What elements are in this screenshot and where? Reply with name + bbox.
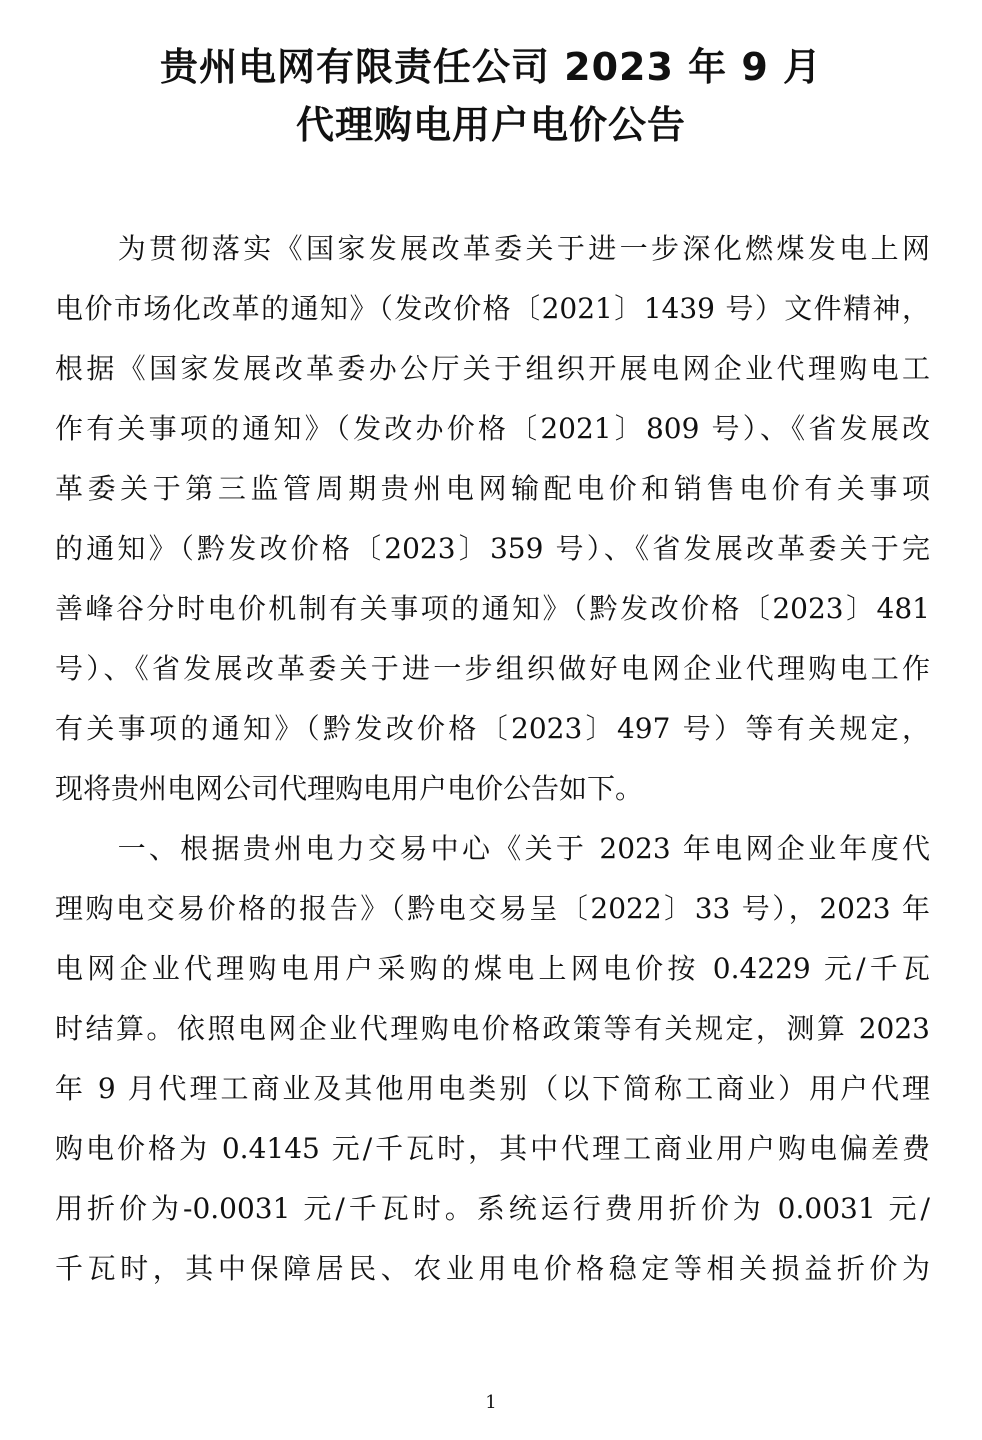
body-line: 革委关于第三监管周期贵州电网输配电价和销售电价有关事项 [55,472,930,505]
document-title-line-1: 贵州电网有限责任公司 2023 年 9 月 [159,45,823,89]
body-line: 号）、《省发展改革委关于进一步组织做好电网企业代理购电工作 [55,652,930,685]
body-line: 的通知》（黔发改价格〔2023〕359 号）、《省发展改革委关于完 [55,532,930,565]
body-line: 善峰谷分时电价机制有关事项的通知》（黔发改价格〔2023〕481 [55,592,930,625]
body-line: 电价市场化改革的通知》（发改价格〔2021〕1439 号）文件精神， [55,292,930,325]
body-line: 时结算。依照电网企业代理购电价格政策等有关规定，测算 2023 [55,1012,930,1045]
body-line: 作有关事项的通知》（发改办价格〔2021〕809 号）、《省发展改 [55,412,930,445]
body-line: 根据《国家发展改革委办公厅关于组织开展电网企业代理购电工 [55,352,930,385]
body-line: 千瓦时，其中保障居民、农业用电价格稳定等相关损益折价为 [55,1252,930,1285]
body-line: 有关事项的通知》（黔发改价格〔2023〕497 号）等有关规定， [55,712,930,745]
body-line: 购电价格为 0.4145 元/千瓦时，其中代理工商业用户购电偏差费 [55,1132,930,1165]
body-line: 现将贵州电网公司代理购电用户电价公告如下。 [55,772,644,805]
body-line: 电网企业代理购电用户采购的煤电上网电价按 0.4229 元/千瓦 [55,952,930,985]
body-line: 年 9 月代理工商业及其他用电类别（以下简称工商业）用户代理 [55,1072,930,1105]
body-line: 为贯彻落实《国家发展改革委关于进一步深化燃煤发电上网 [55,232,930,265]
document-title-line-2: 代理购电用户电价公告 [295,103,686,147]
page-number: 1 [485,1392,497,1413]
body-line: 理购电交易价格的报告》（黔电交易呈〔2022〕33 号），2023 年 [55,892,930,925]
body-line: 一、根据贵州电力交易中心《关于 2023 年电网企业年度代 [55,832,930,865]
body-line: 用折价为-0.0031 元/千瓦时。系统运行费用折价为 0.0031 元/ [55,1192,930,1225]
